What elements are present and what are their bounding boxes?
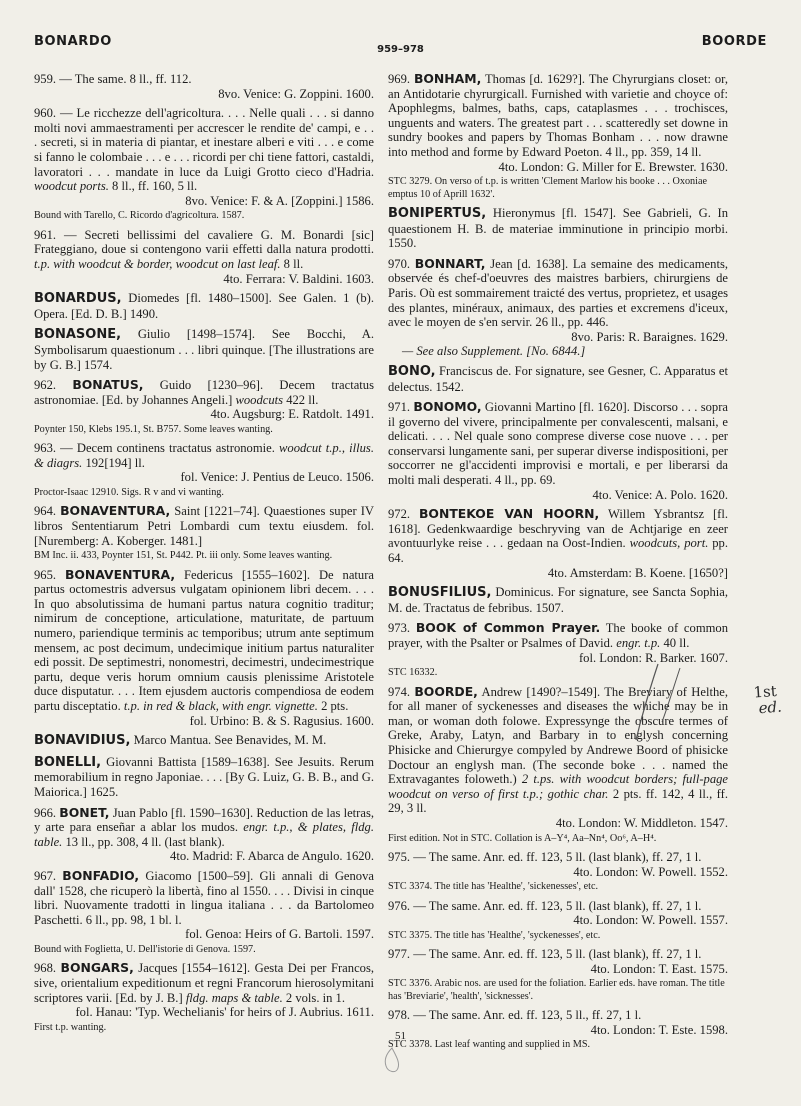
running-head-range: 959–978 <box>377 44 424 55</box>
heading-name: BOORDE, <box>414 683 478 699</box>
heading-name: BONUSFILIUS, <box>388 585 492 601</box>
entry-text: — The same. Anr. ed. ff. 123, 5 ll., ff. 27, 1 l. <box>413 1008 642 1023</box>
entry-number: 959. <box>34 72 57 86</box>
entry-967 <box>34 869 374 956</box>
entry-extent: 2 pts. ff. 142, 4 ll., ff. 29, 3 ll. <box>388 786 728 816</box>
entry-illustrations: t.p. with woodcut & border, woodcut on last leaf. <box>34 256 281 271</box>
entry-969 <box>388 72 728 201</box>
entry-note: STC 16332. <box>388 667 438 679</box>
entry-text: Guido [1230–96]. Decem tractatus astronomiae. [Ed. by Johannes Angeli.] <box>34 378 374 407</box>
page-number: 51 <box>395 1030 406 1042</box>
entry-number: 965. <box>34 567 57 582</box>
entry-text: Thomas [d. 1629?]. The Chyrurgians closet: or, an Antidotarie chyrurgicall. Furnished with varietie and choyce of: Apophlegms, balmes, baths, caps, cataplasmes . . . trochisces, unguents and waters. The greatest part . . . scatteredly set downe in sundry bookes and papers by Thomas Bonham . . . now drawne into method and forme by Edward Poeton. 4 ll., pp. 359, 14 ll. <box>388 72 729 159</box>
entry-text: — The same. Anr. ed. ff. 123, 5 ll. (last blank), ff. 27, 1 l. <box>413 898 702 913</box>
entry-note: Proctor-Isaac 12910. Sigs. R v and vi wanting. <box>34 487 224 499</box>
entry-note: STC 3279. On verso of t.p. is written 'Clement Marlow his booke . . . Oxoniae emptus 10 of Aprill 1632'. <box>388 176 708 200</box>
entry-imprint: 4to. Amsterdam: B. Koene. [1650?] <box>547 565 728 580</box>
heading-name: BONNART, <box>414 255 486 271</box>
running-head-left: BONARDO <box>34 34 112 49</box>
entry-imprint: fol. Hanau: 'Typ. Wechelianis' for heirs of J. Aubrius. 1611. <box>75 1005 374 1020</box>
entry-962 <box>34 378 374 436</box>
heading-name: BONO, <box>388 363 436 379</box>
entry-text: Jean [d. 1638]. La semaine des medicaments, observée és chef-d'oeuvres des maistres barbiers, chirurgiens de Paris. Où est sommairement traicté des vertus, proprietez, et usages des plantes, minéraux, animaux, des parties et excremens d'iceux, avec le moyen de s'en servir. 26 ll., pp. 446. <box>388 256 728 330</box>
heading-name: BONTEKOE VAN HOORN, <box>418 506 600 522</box>
heading-name: BONASONE, <box>34 327 122 343</box>
entry-number: 960. <box>34 106 57 121</box>
entry-illustrations: woodcuts <box>235 392 284 407</box>
cross-reference-bonipertus <box>388 206 728 251</box>
cross-reference-bonardus <box>34 291 374 321</box>
entry-976 <box>388 899 728 943</box>
entry-number: 967. <box>34 868 57 883</box>
entry-extent: 13 ll., pp. 308, 4 ll. (last blank). <box>65 834 225 849</box>
entry-text: Giacomo [1500–59]. Gli annali di Genova dall' 1528, che ricuperò la libertà, fino al 1550. . . . Divisi in cinque libri. Nuovamente tradotti in lingua italiana . . . da Bartolomeo Paschetti. 6 ll., pp. 98, 1 bl. l. <box>34 868 374 927</box>
entry-number: 966. <box>34 805 57 820</box>
entry-imprint: 4to. Augsburg: E. Ratdolt. 1491. <box>210 407 374 422</box>
heading-name: BOOK of Common Prayer. <box>415 620 601 636</box>
entry-imprint: 4to. London: W. Middleton. 1547. <box>555 815 728 830</box>
entry-number: 978. <box>388 1008 411 1023</box>
entry-text: — The same. 8 ll., ff. 112. <box>59 72 192 86</box>
handwritten-margin-note <box>753 682 799 717</box>
entry-text: — The same. Anr. ed. ff. 123, 5 ll. (last blank), ff. 27, 1 l. <box>413 947 702 962</box>
entry-imprint: 4to. Madrid: F. Abarca de Angulo. 1620. <box>170 849 374 864</box>
entry-968 <box>34 961 374 1034</box>
entry-imprint: fol. London: R. Barker. 1607. <box>578 650 728 665</box>
entry-note: Poynter 150, Klebs 195.1, St. B757. Some leaves wanting. <box>34 423 273 435</box>
entry-extent: pp. 64. <box>388 536 728 566</box>
entry-extent: 422 ll. <box>286 392 319 407</box>
entry-number: 962. <box>34 378 57 393</box>
entry-note: First edition. Not in STC. Collation is A–Y⁴, Aa–Nn⁴, Oo⁶, A–H⁴. <box>388 832 657 844</box>
entry-illustrations: fldg. maps & table. <box>185 990 283 1005</box>
entry-text: — Secreti bellissimi del cavaliere G. M. Bonardi [sic] Frateggiano, doue si contengono varii effetti dalla natura prodotti. <box>34 227 374 257</box>
entry-966 <box>34 806 374 864</box>
running-head-right: BOORDE <box>701 34 767 49</box>
entry-imprint: 4to. Ferrara: V. Baldini. 1603. <box>223 271 374 286</box>
heading-name: BONHAM, <box>413 71 482 86</box>
heading-name: BONFADIO, <box>62 867 140 883</box>
entry-number: 972. <box>388 507 411 522</box>
margin-note-line: ed. <box>757 697 783 718</box>
cross-reference-bonusfilius <box>388 585 728 615</box>
entry-text: Willem Ysbrantsz [fl. 1618]. Gedenkwaardige beschryving van de Achtjarige en zeer avontuurlyke reise . . . gedaan na Oost-Indien. <box>388 507 729 551</box>
heading-name: BONIPERTUS, <box>388 205 487 221</box>
entry-note: Bound with Tarello, C. Ricordo d'agricoltura. 1587. <box>34 210 245 222</box>
see-also-reference: — See also Supplement. [No. 6844.] <box>402 344 586 359</box>
entry-illustrations: woodcuts, port. <box>629 536 709 551</box>
entry-extent: 8 ll. <box>283 256 304 271</box>
entry-972 <box>388 507 728 580</box>
entry-imprint: 4to. London: W. Powell. 1552. <box>573 864 728 879</box>
entry-extent: 40 ll. <box>663 636 690 650</box>
entry-number: 975. <box>388 849 411 864</box>
heading-name: BONOMO, <box>413 399 482 415</box>
cross-reference-bonasone <box>34 327 374 372</box>
entry-959 <box>34 72 374 101</box>
cross-reference-bonavidius <box>34 733 374 749</box>
entry-960 <box>34 106 374 223</box>
entry-971 <box>388 400 728 502</box>
entry-text: The booke of common prayer, with the Psalter or Psalmes of David. <box>388 621 729 650</box>
entry-number: 968. <box>34 961 57 976</box>
entry-number: 970. <box>388 256 411 271</box>
entry-imprint: fol. Genoa: Heirs of G. Bartoli. 1597. <box>185 927 374 942</box>
cross-reference-text: Hieronymus [fl. 1547]. See Gabrieli, G. In quaestionem H. B. de materiae imminutione in principio morbi. 1550. <box>388 205 728 251</box>
cross-reference-bonelli <box>34 755 374 800</box>
margin-note-line: 1st <box>752 681 778 702</box>
entry-extent: 2 vols. in 1. <box>285 990 346 1005</box>
entry-text: — Le ricchezze dell'agricoltura. . . . Nelle quali . . . si danno molti novi ammaestramenti per accrescer le rendite de' campi, e . . . secreti, si in materia di piantar, et inestare alberi e viti . . . e come si fanno le colombaie . . . e . . . ricordi per chi tiene fattori, castaldi, lavoratori . . . mandate in luce da Luigi Grotto cieco d'Hadria. <box>34 106 375 179</box>
entry-note: Bound with Foglietta, U. Dell'istorie di Genova. 1597. <box>34 943 256 955</box>
entry-note: First t.p. wanting. <box>34 1021 107 1033</box>
cross-reference-text: Marco Mantua. See Benavides, M. M. <box>133 733 327 748</box>
entry-imprint: 4to. Venice: A. Polo. 1620. <box>592 487 728 502</box>
entry-imprint: 8vo. Venice: G. Zoppini. 1600. <box>218 86 374 101</box>
entry-illustrations: t.p. in red & black, with engr. vignette. <box>123 699 318 713</box>
entry-975 <box>388 850 728 894</box>
entry-extent: 2 pts. <box>321 699 349 713</box>
entry-illustrations: woodcut ports. <box>34 179 109 194</box>
heading-name: BONAVIDIUS, <box>34 733 131 749</box>
entry-note: STC 3378. Last leaf wanting and supplied in MS. <box>388 1039 591 1051</box>
entry-illustrations: 2 t.ps. with woodcut borders; full-page woodcut on verso of first t.p.; gothic char. <box>388 772 729 801</box>
entry-note: STC 3374. The title has 'Healthe', 'sickenesses', etc. <box>388 881 599 893</box>
entry-964 <box>34 504 374 562</box>
entry-text: Giovanni Martino [fl. 1620]. Discorso . . . sopra il governo del vivere, principalmente per convalescenti, malsani, e delicati. . . . Nel quale sono comprese diverse cose nuove . . . per conservarsi lungamente sani, per superar diverse indispositioni, per soccorrer ne gl'accidenti improvisi e mortali, e per liberarsi da molti mali desperati. 4 ll., pp. 69. <box>388 400 728 488</box>
entry-number: 976. <box>388 898 411 913</box>
entry-961 <box>34 228 374 286</box>
cross-reference-text: Dominicus. For signature, see Sancta Sophia, M. de. Tractatus de febribus. 1507. <box>388 585 728 615</box>
heading-name: BONATUS, <box>72 377 144 393</box>
entry-977 <box>388 947 728 1003</box>
paper-tear-icon <box>622 662 684 742</box>
right-column <box>388 72 728 1057</box>
entry-number: 974. <box>388 684 411 699</box>
heading-name: BONGARS, <box>60 960 134 976</box>
entry-number: 964. <box>34 504 57 519</box>
entry-extent: 192[194] ll. <box>85 455 145 470</box>
entry-imprint: 4to. London: T. East. 1575. <box>590 961 728 976</box>
cross-reference-text: Giulio [1498–1574]. See Bocchi, A. Symbolisarum quaestionum . . . libri quinque. [The illustrations are by G. B.] 1574. <box>34 327 374 372</box>
entry-text: — The same. Anr. ed. ff. 123, 5 ll. (last blank), ff. 27, 1 l. <box>413 849 702 864</box>
entry-text: Andrew [1490?–1549]. The Breviary of Helthe, for all maner of syckenesses and diseases the whiche may be in man, or woman doth folowe. Expressynge the obscure termes of Greke, Araby, Latyn, and Barbary in to englysh concerning Phisicke and Chierurgye compyled by Andrewe Boord of phisicke Doctour an englysh man. (The seconde boke . . . named the Extravagantes foloweth.) <box>388 684 728 787</box>
entry-illustrations: woodcut t.p., illus. & diagrs. <box>34 441 374 470</box>
entry-970 <box>388 257 728 359</box>
cross-reference-text: Giovanni Battista [1589–1638]. See Jesuits. Rerum memorabilium in regno Japoniae. . . . [By G. Luiz, G. B. B., and G. Maiorica.] 1625. <box>34 754 374 799</box>
entry-text: Federicus [1555–1602]. De natura partus octomestris adversus vulgatam opinionem libri decem. . . . In quo absolutissima de humani partus natura cognitio traditur; nimirum de conceptione, articulatione, maturitate, de partuum numero, pariendique terminis ac temporibus; utrum ante septimum mensem, ac post decimum, undecimique initium partus naturaliter edi possit. De septimestri, nonomestri, decimestri, undecimestrique partu, deque veris horum omnium causis plenissime Aristotele duce disputatur. . . . Item ejusdem auctoris compendiosa de eodem partu disceptatio. <box>34 567 374 713</box>
cross-reference-bono <box>388 364 728 394</box>
entry-text: — Decem continens tractatus astronomie. <box>60 441 275 456</box>
entry-note: STC 3375. The title has 'Healthe', 'syckenesses', etc. <box>388 929 601 941</box>
left-column <box>34 72 374 1039</box>
entry-number: 973. <box>388 621 411 636</box>
entry-imprint: 4to. London: G. Miller for E. Brewster. 1630. <box>498 159 728 174</box>
entry-imprint: 8vo. Paris: R. Baraignes. 1629. <box>571 329 728 344</box>
entry-illustrations: engr. t.p., & plates, fldg. table. <box>34 820 374 849</box>
entry-number: 969. <box>388 72 411 86</box>
entry-note: STC 3376. Arabic nos. are used for the foliation. Earlier eds. have roman. The title has 'Breviarie', 'health', 'sicknesses'. <box>388 978 725 1002</box>
entry-number: 963. <box>34 441 57 456</box>
entry-965 <box>34 568 374 729</box>
heading-name: BONAVENTURA, <box>60 503 171 519</box>
heading-name: BONAVENTURA, <box>64 566 176 582</box>
entry-text: Saint [1221–74]. Quaestiones super IV libros Sententiarum Petri Lombardi cum textu eiusdem. fol. [Nuremberg: A. Koberger. 1481.] <box>34 504 375 548</box>
entry-963 <box>34 441 374 499</box>
entry-illustrations: engr. t.p. <box>616 636 661 650</box>
entry-imprint: fol. Venice: J. Pentius de Leuco. 1506. <box>180 470 374 485</box>
library-stamp-icon <box>380 1046 404 1076</box>
entry-note: BM Inc. ii. 433, Poynter 151, St. P442. Pt. iii only. Some leaves wanting. <box>34 550 333 562</box>
heading-name: BONET, <box>59 804 110 820</box>
entry-imprint: 4to. London: W. Powell. 1557. <box>573 913 728 928</box>
entry-imprint: 8vo. Venice: F. & A. [Zoppini.] 1586. <box>185 193 374 208</box>
cross-reference-text: Diomedes [fl. 1480–1500]. See Galen. 1 (b). Opera. [Ed. D. B.] 1490. <box>34 291 374 321</box>
entry-number: 971. <box>388 400 411 415</box>
entry-imprint: fol. Urbino: B. & S. Ragusius. 1600. <box>189 713 374 728</box>
heading-name: BONARDUS, <box>34 291 122 307</box>
entry-extent: 8 ll., ff. 160, 5 ll. <box>112 179 198 194</box>
running-head <box>34 34 767 54</box>
entry-number: 961. <box>34 227 57 242</box>
heading-name: BONELLI, <box>34 754 102 770</box>
entry-number: 977. <box>388 947 411 962</box>
entry-text: Juan Pablo [fl. 1590–1630]. Reduction de las letras, y arte para enseñar a ablar los mudos. <box>34 805 375 835</box>
entry-text: Jacques [1554–1612]. Gesta Dei per Francos, sive, orientalium expeditionum et regni Francorum hierosolymitani scriptores varii. [Ed. by J. B.] <box>34 961 374 1005</box>
entry-imprint: 4to. London: T. Este. 1598. <box>590 1022 728 1037</box>
cross-reference-text: Franciscus de. For signature, see Gesner, C. Apparatus et delectus. 1542. <box>388 363 728 394</box>
